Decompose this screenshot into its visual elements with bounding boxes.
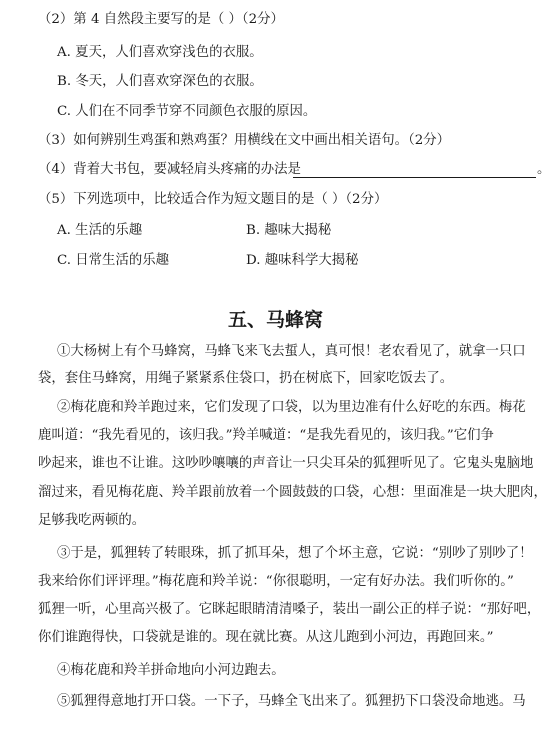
passage-line: 狐狸一听，心里高兴极了。它眯起眼睛清清嗓子，装出一副公正的样子说：“那好吧， [38, 602, 541, 617]
question-2-option-a: A. 夏天，人们喜欢穿浅色的衣服。 [57, 45, 263, 60]
question-2-option-b: B. 冬天，人们喜欢穿深色的衣服。 [57, 74, 263, 89]
passage-line: 吵起来，谁也不让谁。这吵吵嚷嚷的声音让一只尖耳朵的狐狸听见了。它鬼头鬼脑地 [38, 456, 534, 471]
answer-blank-line [293, 177, 536, 178]
question-5-stem: （5）下列选项中，比较适合作为短文题目的是（ ）（2分） [38, 192, 388, 207]
question-2-option-c: C. 人们在不同季节穿不同颜色衣服的原因。 [57, 104, 317, 119]
passage-line: ③于是，狐狸转了转眼珠，抓了抓耳朵，想了个坏主意，它说：“别吵了别吵了！ [57, 546, 533, 561]
section-title: 五、马蜂窝 [227, 309, 323, 331]
passage-line: 溜过来，看见梅花鹿、羚羊跟前放着一个圆鼓鼓的口袋，心想：里面准是一块大肥肉， [38, 485, 547, 500]
question-2-stem: （2）第 4 自然段主要写的是（ ）（2分） [38, 12, 284, 27]
passage-line: ②梅花鹿和羚羊跑过来，它们发现了口袋，以为里边准有什么好吃的东西。梅花 [57, 400, 526, 415]
question-5-option-c: C. 日常生活的乐趣 [57, 253, 170, 268]
passage-line: 袋，套住马蜂窝，用绳子紧紧系住袋口，扔在树底下，回家吃饭去了。 [38, 371, 454, 386]
passage-line: ⑤狐狸得意地打开口袋。一下子，马蜂全飞出来了。狐狸扔下口袋没命地逃。马 [57, 694, 526, 709]
passage-line: ④梅花鹿和羚羊拼命地向小河边跑去。 [57, 663, 285, 678]
question-5-option-d: D. 趣味科学大揭秘 [246, 253, 359, 268]
passage-line: 足够我吃两顿的。 [38, 513, 146, 528]
question-4-stem: （4）背着大书包，要减轻肩头疼痛的办法是 [38, 162, 301, 177]
passage-line: ①大杨树上有个马蜂窝，马蜂飞来飞去蜇人，真可恨！老农看见了，就拿一只口 [57, 344, 526, 359]
question-4-end-mark: 。 [537, 162, 551, 177]
question-3-stem: （3）如何辨别生鸡蛋和熟鸡蛋？用横线在文中画出相关语句。（2分） [38, 133, 451, 148]
passage-line: 我来给你们评评理。”梅花鹿和羚羊说：“你很聪明，一定有好办法。我们听你的。” [38, 574, 514, 589]
passage-line: 鹿叫道：“我先看见的，该归我。”羚羊喊道：“是我先看见的，该归我。”它们争 [38, 428, 494, 443]
passage-line: 你们谁跑得快，口袋就是谁的。现在就比赛。从这儿跑到小河边，再跑回来。” [38, 630, 494, 645]
question-5-option-b: B. 趣味大揭秘 [246, 223, 332, 238]
question-5-option-a: A. 生活的乐趣 [57, 223, 143, 238]
